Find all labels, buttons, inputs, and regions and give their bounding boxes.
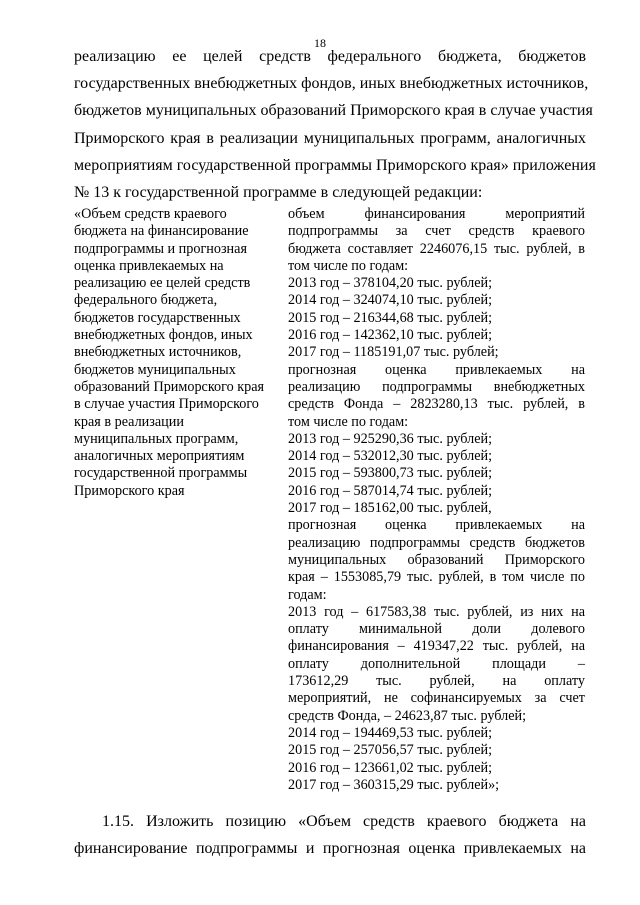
left-cell-line: образований Приморского края xyxy=(74,378,265,395)
right-cell-line: прогнозная оценка привлекаемых на xyxy=(288,517,585,534)
intro-line: государственных внебюджетных фондов, иных внебюджетных источников, xyxy=(74,75,589,93)
bottom-line: финансирование подпрограммы и прогнозная оценка привлекаемых на xyxy=(74,840,586,858)
page-number: 18 xyxy=(314,36,326,50)
right-cell-line: реализацию подпрограммы средств бюджетов xyxy=(288,534,585,551)
right-cell-line: муниципальных образований Приморского xyxy=(288,551,585,568)
left-cell-line: реализацию ее целей средств xyxy=(74,275,251,292)
left-cell-line: аналогичных мероприятиям xyxy=(74,448,245,465)
left-cell-line: муниципальных программ, xyxy=(74,430,239,447)
right-cell-line: средств Фонда – 2823280,13 тыс. рублей, в xyxy=(288,396,585,413)
right-cell-line: 2015 год – 257056,57 тыс. рублей; xyxy=(288,742,493,759)
right-cell-line: средств Фонда, – 24623,87 тыс. рублей; xyxy=(288,707,527,724)
right-cell-line: оплату дополнительной площади – xyxy=(288,655,585,672)
left-cell-line: внебюджетных источников, xyxy=(74,344,242,361)
right-cell-line: 2017 год – 1185191,07 тыс. рублей; xyxy=(288,344,499,361)
intro-paragraph xyxy=(74,43,596,206)
left-cell-line: государственной программы xyxy=(74,465,248,482)
right-cell-line: годам: xyxy=(288,586,327,603)
right-cell-line: том числе по годам: xyxy=(288,257,409,274)
intro-line: Приморского края в реализации муниципальных программ, аналогичных xyxy=(74,129,586,147)
right-cell-line: 2013 год – 925290,36 тыс. рублей; xyxy=(288,430,493,447)
intro-line: бюджетов муниципальных образований Приморского края в случае участия xyxy=(74,102,593,120)
right-cell-line: 2013 год – 378104,20 тыс. рублей; xyxy=(288,275,493,292)
right-cell-line: 2014 год – 324074,10 тыс. рублей; xyxy=(288,292,493,309)
left-cell-line: бюджета на финансирование xyxy=(74,223,249,240)
right-cell-line: 2016 год – 123661,02 тыс. рублей; xyxy=(288,759,493,776)
left-cell-line: подпрограммы и прогнозная xyxy=(74,240,247,257)
right-cell-line: 2016 год – 587014,74 тыс. рублей; xyxy=(288,482,493,499)
intro-line: № 13 к государственной программе в следующей редакции: xyxy=(74,183,483,201)
right-cell-line: края – 1553085,79 тыс. рублей, в том числе по xyxy=(288,569,585,586)
intro-line: мероприятиям государственной программы Приморского края» приложения xyxy=(74,156,596,174)
right-cell-line: 2017 год – 360315,29 тыс. рублей»; xyxy=(288,776,500,793)
left-cell-line: федерального бюджета, xyxy=(74,292,218,309)
right-cell-line: 2015 год – 593800,73 тыс. рублей; xyxy=(288,465,493,482)
right-cell-line: 2015 год – 216344,68 тыс. рублей; xyxy=(288,309,493,326)
right-cell-line: мероприятий, не софинансируемых за счет xyxy=(288,690,585,707)
left-cell-line: «Объем средств краевого xyxy=(74,206,227,222)
right-cell-line: 2016 год – 142362,10 тыс. рублей; xyxy=(288,327,493,344)
right-cell-line: 2014 год – 532012,30 тыс. рублей; xyxy=(288,448,493,465)
table-right-cell xyxy=(288,206,585,794)
intro-line: реализацию ее целей средств федерального бюджета, бюджетов xyxy=(74,48,586,65)
left-cell-line: оценка привлекаемых на xyxy=(74,257,224,274)
right-cell-line: 2013 год – 617583,38 тыс. рублей, из них на xyxy=(288,603,585,620)
right-cell-line: прогнозная оценка привлекаемых на xyxy=(288,361,585,378)
right-cell-line: 173612,29 тыс. рублей, на оплату xyxy=(288,673,585,690)
right-cell-line: реализацию подпрограммы внебюджетных xyxy=(288,378,585,395)
right-cell-line: бюджета составляет 2246076,15 тыс. рублей, в xyxy=(288,240,585,257)
right-cell-line: подпрограммы за счет средств краевого xyxy=(288,223,585,240)
left-cell-line: бюджетов муниципальных xyxy=(74,361,236,378)
right-cell-line: 2014 год – 194469,53 тыс. рублей; xyxy=(288,724,493,741)
item-1-15-paragraph xyxy=(74,808,586,862)
right-cell-line: оплату минимальной доли долевого xyxy=(288,621,585,638)
left-cell-line: в случае участия Приморского xyxy=(74,396,259,413)
left-cell-line: бюджетов государственных xyxy=(74,309,241,326)
table-left-cell xyxy=(74,206,274,500)
left-cell-line: внебюджетных фондов, иных xyxy=(74,327,253,344)
right-cell-line: том числе по годам: xyxy=(288,413,409,430)
bottom-line: 1.15. Изложить позицию «Объем средств краевого бюджета на xyxy=(102,813,586,830)
right-cell-line: финансирования – 419347,22 тыс. рублей, на xyxy=(288,638,585,655)
left-cell-line: края в реализации xyxy=(74,413,184,430)
left-cell-line: Приморского края xyxy=(74,482,185,499)
right-cell-line: 2017 год – 185162,00 тыс. рублей, xyxy=(288,500,492,517)
right-cell-line: объем финансирования мероприятий xyxy=(288,206,585,222)
